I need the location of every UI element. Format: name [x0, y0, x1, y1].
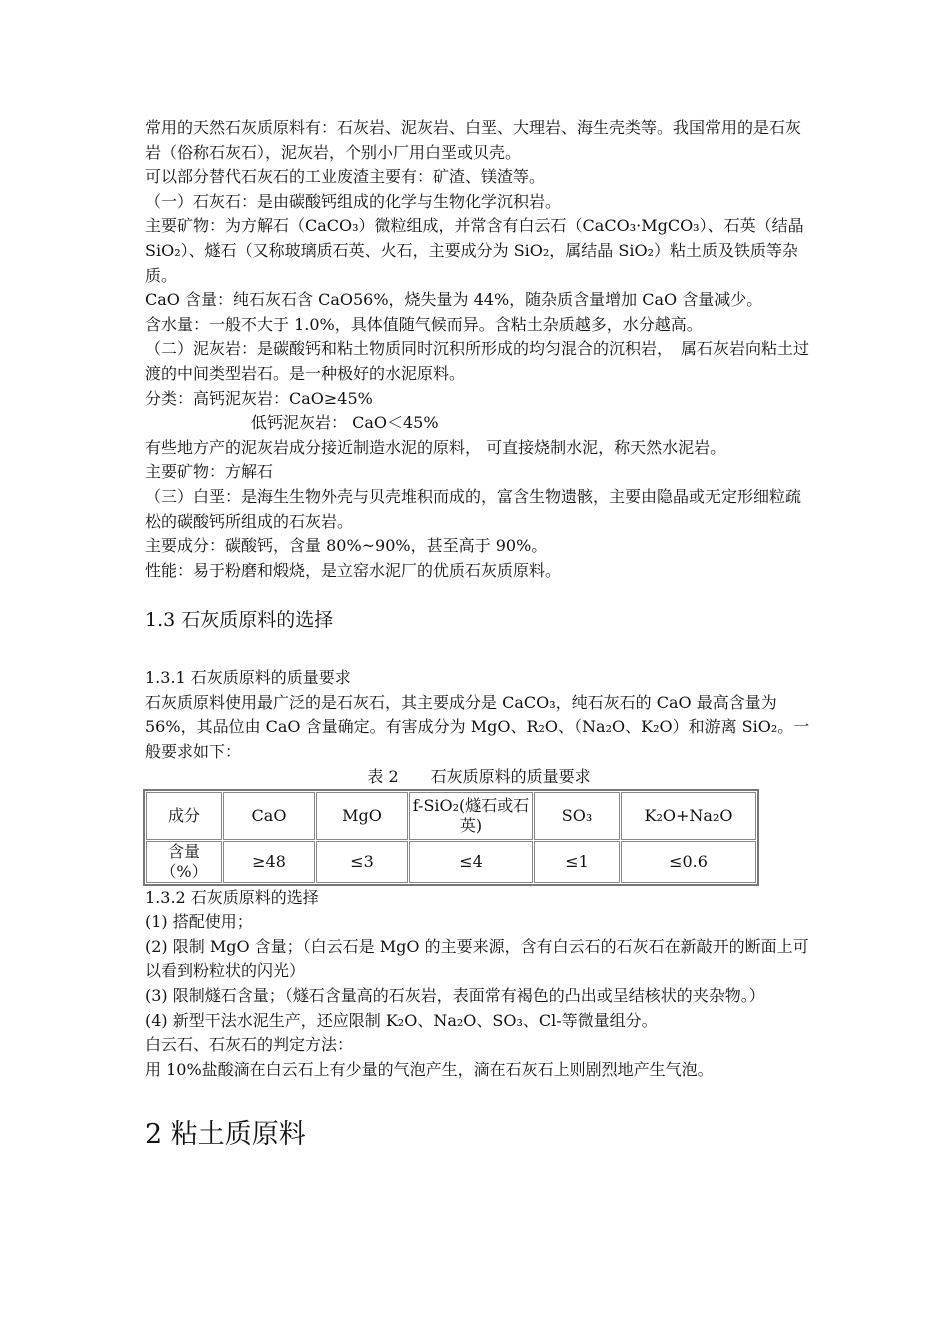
table-cell: ≤3 — [316, 841, 408, 883]
table-header-cell: K₂O+Na₂O — [621, 792, 756, 840]
paragraph-marl-minerals: 主要矿物：方解石 — [145, 462, 274, 482]
chapter-heading: 2 粘土质原料 — [145, 1119, 306, 1151]
table-cell: ≤0.6 — [621, 841, 756, 883]
table-header-cell: SO₃ — [534, 792, 620, 840]
table-header-cell: f-SiO₂(燧石或石英) — [409, 792, 533, 840]
paragraph-natural-materials: 常用的天然石灰质原料有：石灰岩、泥灰岩、白垩、大理岩、海生壳类等。我国常用的是石灰岩（俗称石灰石），泥灰岩，个别小厂用白垩或贝壳。 — [145, 118, 802, 162]
paragraph-chalk-composition: 主要成分：碳酸钙，含量 80%~90%，甚至高于 90%。 — [145, 536, 548, 556]
paragraph-method-text: 用 10%盐酸滴在白云石上有少量的气泡产生，滴在石灰石上则剧烈地产生气泡。 — [145, 1059, 714, 1079]
list-item: (2) 限制 MgO 含量；（白云石是 MgO 的主要来源，含有白云石的石灰石在新敲开的断面上可以看到粉粒状的闪光） — [145, 936, 809, 981]
table-cell: ≤4 — [409, 841, 533, 883]
subsection-heading-quality: 1.3.1 石灰质原料的质量要求 — [145, 668, 351, 688]
paragraph-marl-classification: 分类：高钙泥灰岩：CaO≥45% — [145, 388, 373, 408]
table-row — [146, 841, 756, 883]
paragraph-chalk-def: （三）白垩：是海生生物外壳与贝壳堆积而成的，富含生物遗骸，主要由隐晶或无定形细粒疏松的碳酸钙所组成的石灰岩。 — [145, 486, 802, 531]
subsection-heading-selection: 1.3.2 石灰质原料的选择 — [145, 887, 319, 907]
paragraph-cao-content: CaO 含量：纯石灰石含 CaO56%，烧失量为 44%，随杂质含量增加 CaO 含量减少。 — [145, 290, 763, 310]
table-cell: ≥48 — [223, 841, 315, 883]
paragraph-main-minerals: 主要矿物：为方解石（CaCO₃）微粒组成，并常含有白云石（CaCO₃·MgCO₃）、石英（结晶 SiO₂）、燧石（又称玻璃质石英、火石，主要成分为 SiO₂，属结晶 SiO₂）粘土质及铁质等杂质。 — [145, 216, 804, 285]
paragraph-limestone-def: （一）石灰石：是由碳酸钙组成的化学与生物化学沉积岩。 — [145, 191, 562, 211]
paragraph-low-calcium-marl: 低钙泥灰岩： CaO＜45% — [251, 413, 439, 433]
list-item: (3) 限制燧石含量；（燧石含量高的石灰岩，表面常有褐色的凸出或呈结核状的夹杂物。） — [145, 986, 765, 1006]
table-caption: 表 2 石灰质原料的质量要求 — [367, 766, 591, 786]
paragraph-industrial-waste: 可以部分替代石灰石的工业废渣主要有：矿渣、镁渣等。 — [145, 167, 546, 187]
paragraph-method-title: 白云石、石灰石的判定方法： — [145, 1035, 354, 1055]
table-header-cell: CaO — [223, 792, 315, 840]
table-cell: 含量（%） — [146, 841, 222, 883]
paragraph-quality-requirements: 石灰质原料使用最广泛的是石灰石，其主要成分是 CaCO₃，纯石灰石的 CaO 最高含量为 56%，其品位由 CaO 含量确定。有害成分为 MgO、R₂O、（Na₂O、K₂O）和游离 SiO₂。一般要求如下： — [145, 692, 810, 762]
table-header-row — [146, 792, 756, 840]
list-item: (1) 搭配使用； — [145, 912, 253, 932]
quality-table — [143, 789, 759, 886]
list-item: (4) 新型干法水泥生产，还应限制 K₂O、Na₂O、SO₃、Cl-等微量组分。 — [145, 1010, 658, 1030]
paragraph-natural-cement: 有些地方产的泥灰岩成分接近制造水泥的原料， 可直接烧制水泥，称天然水泥岩。 — [145, 437, 727, 457]
table-cell: ≤1 — [534, 841, 620, 883]
paragraph-chalk-properties: 性能：易于粉磨和煅烧，是立窑水泥厂的优质石灰质原料。 — [145, 560, 562, 580]
paragraph-marl-def: （二）泥灰岩：是碳酸钙和粘土物质同时沉积所形成的均匀混合的沉积岩， 属石灰岩向粘土过渡的中间类型岩石。是一种极好的水泥原料。 — [145, 339, 810, 383]
table-header-cell: MgO — [316, 792, 408, 840]
table-header-cell: 成分 — [146, 792, 222, 840]
section-heading: 1.3 石灰质原料的选择 — [145, 609, 334, 632]
paragraph-water-content: 含水量：一般不大于 1.0%，具体值随气候而异。含粘土杂质越多，水分越高。 — [145, 314, 703, 334]
document-page — [145, 116, 813, 1151]
